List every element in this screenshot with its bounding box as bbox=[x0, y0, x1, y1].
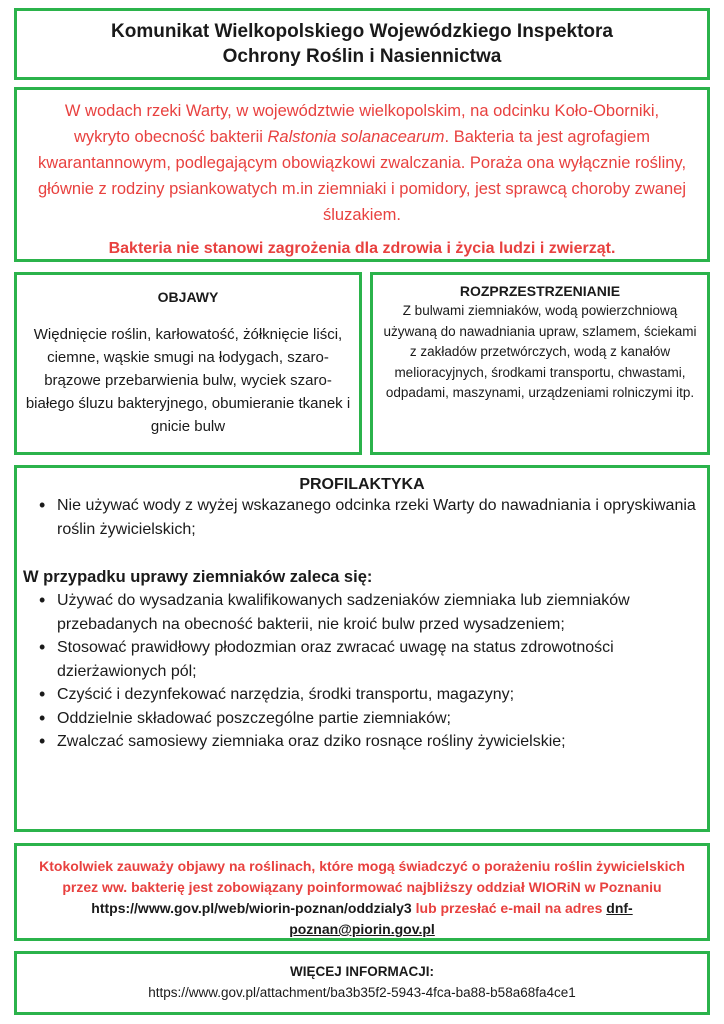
general-recommendations-list bbox=[23, 494, 701, 541]
page-title bbox=[111, 19, 613, 69]
list-item: • Czyścić i dezynfekować narzędzia, środki transportu, magazyny; bbox=[57, 683, 701, 707]
contact-text-part-2: lub przesłać e-mail na adres bbox=[411, 900, 607, 916]
prevention-box bbox=[14, 465, 710, 832]
warning-box bbox=[14, 87, 710, 262]
spread-heading: ROZPRZESTRZENIANIE bbox=[459, 283, 621, 299]
warning-text-before: W wodach rzeki Warty, w województwie wielkopolskim, na odcinku Koło-Oborniki, wykryto obecność bakterii bbox=[64, 102, 660, 146]
warning-text bbox=[37, 98, 687, 228]
title-box bbox=[14, 8, 710, 80]
symptoms-box bbox=[14, 272, 362, 455]
contact-text bbox=[35, 856, 689, 940]
warning-text-after: . Bakteria ta jest agrofagiem kwarantannowym, podlegającym obowiązkowi zwalczania. Poraża ona wyłącznie rośliny, głównie z rodziny psiankowatych m.in ziemniaki i pomidory, jest sprawcą choroby zwanej śluzakiem. bbox=[37, 128, 687, 224]
spread-box bbox=[370, 272, 710, 455]
more-info-box bbox=[14, 951, 710, 1015]
symptoms-text: Więdnięcie roślin, karłowatość, żółknięcie liści, ciemne, wąskie smugi na łodygach, szaro-brązowe przebarwienia bulw, wyciek szaro-białego śluzu bakteryjnego, obumieranie tkanek i gnicie bulw bbox=[25, 326, 351, 435]
list-item: • Używać do wysadzania kwalifikowanych sadzeniaków ziemniaka lub ziemniaków przebadanych na obecność bakterii, nie kroić bulw przed wysadzeniem; bbox=[57, 589, 701, 636]
list-item: • Oddzielnie składować poszczególne partie ziemniaków; bbox=[57, 707, 701, 731]
potato-recommendations-heading: W przypadku uprawy ziemniaków zaleca się: bbox=[23, 568, 373, 586]
more-info-heading: WIĘCEJ INFORMACJI: bbox=[289, 964, 434, 979]
contact-text-part-1: Ktokolwiek zauważy objawy na roślinach, które mogą świadczyć o porażeniu roślin żywicielskich przez ww. bakterię jest zobowiązany poinformować najbliższy oddział WIORiN w Poznaniu bbox=[39, 858, 685, 895]
title-line-2: Ochrony Roślin i Nasiennictwa bbox=[222, 46, 502, 67]
list-item: • Nie używać wody z wyżej wskazanego odcinka rzeki Warty do nawadniania i opryskiwania roślin żywicielskich; bbox=[57, 494, 701, 541]
office-link[interactable]: https://www.gov.pl/web/wiorin-poznan/oddzialy3 bbox=[91, 900, 412, 916]
title-line-1: Komunikat Wielkopolskiego Wojewódzkiego Inspektora bbox=[111, 21, 613, 42]
more-info-link[interactable]: https://www.gov.pl/attachment/ba3b35f2-5943-4fca-ba88-b58a68fa4ce1 bbox=[148, 985, 576, 1000]
contact-box bbox=[14, 843, 710, 941]
list-item: • Zwalczać samosiewy ziemniaka oraz dziko rosnące rośliny żywicielskie; bbox=[57, 730, 701, 754]
species-name: Ralstonia solanacearum bbox=[267, 128, 445, 146]
symptoms-heading: OBJAWY bbox=[157, 289, 219, 305]
email-link[interactable]: dnf-poznan@piorin.gov.pl bbox=[289, 900, 633, 937]
potato-recommendations-list bbox=[23, 589, 701, 754]
prevention-heading: PROFILAKTYKA bbox=[299, 476, 425, 493]
spread-text: Z bulwami ziemniaków, wodą powierzchniową używaną do nawadniania upraw, szlamem, ściekami z zakładów przetwórczych, wodą z kanałów melioracyjnych, środkami transportu, chwastami, odpadami, maszynami, urządzeniami rolniczymi itp. bbox=[383, 303, 697, 400]
list-item: • Stosować prawidłowy płodozmian oraz zwracać uwagę na status zdrowotności dzierżawionych pól; bbox=[57, 636, 701, 683]
warning-safety-note: Bakteria nie stanowi zagrożenia dla zdrowia i życia ludzi i zwierząt. bbox=[108, 240, 616, 257]
